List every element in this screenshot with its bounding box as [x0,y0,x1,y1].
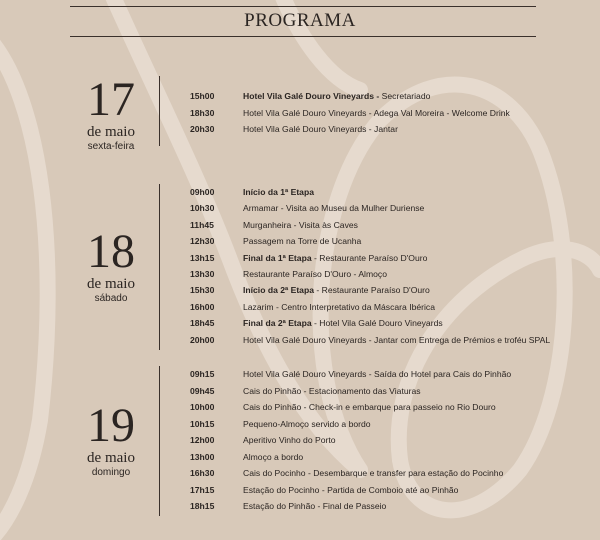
event-time: 12h30 [190,236,215,247]
event-text: Cais do Pinhão - Estacionamento das Viaturas [243,385,421,396]
event-time: 20h30 [190,124,215,134]
event-text: Cais do Pocinho - Desembarque e transfer para estação do Pocinho [243,468,504,478]
day-divider [159,76,160,146]
event-text: Almoço a bordo [243,451,304,462]
event-text: Secretariado [379,91,431,101]
header-bottom-rule [70,36,536,37]
event-time: 13h30 [190,269,215,279]
event-description [243,203,424,213]
event-time: 18h30 [190,107,215,118]
event-time: 12h00 [190,435,215,445]
event-description [243,485,458,495]
event-time: 09h45 [190,385,215,396]
event-highlight: Final da 1ª Etapa [243,252,312,263]
event-time: 18h15 [190,501,215,511]
event-time: 11h45 [190,219,214,230]
event-text: Pequeno-Almoço servido a bordo [243,418,371,429]
event-description [243,468,503,478]
event-text: Lazarim - Centro Interpretativo da Máscara Ibérica [243,301,436,312]
event-description [243,269,387,279]
event-description [243,236,361,246]
event-description [243,435,336,445]
event-time: 15h30 [190,285,215,296]
event-description [243,335,550,345]
event-text: Estação do Pocinho - Partida de Comboio até ao Pinhão [243,484,459,495]
event-highlight: Hotel Vila Galé Douro Vineyards - [243,91,380,101]
event-text: - Hotel Vila Galé Douro Vineyards [311,318,443,329]
event-time: 10h30 [190,203,215,214]
day-month: de maio [87,124,135,140]
event-time: 10h00 [190,402,215,412]
event-text: Hotel Vila Galé Douro Vineyards - Adega Val Moreira - Welcome Drink [243,107,510,118]
event-description [243,369,511,379]
event-time: 15h00 [190,91,215,101]
event-text: Passagem na Torre de Ucanha [243,236,362,247]
day-month: de maio [87,450,135,466]
event-text: - Restaurante Paraíso D'Ouro [314,285,430,296]
day-block-18 [70,225,152,305]
event-text: Hotel Vila Galé Douro Vineyards - Saída do Hotel para Cais do Pinhão [243,369,512,379]
day-weekday: domingo [91,467,131,478]
event-description [243,386,421,396]
event-highlight: Final da 2ª Etapa [243,318,312,329]
event-time: 13h15 [190,252,215,263]
event-text: - Restaurante Paraíso D'Ouro [311,252,428,263]
event-description [243,452,303,462]
day-block-19 [70,399,152,479]
event-text: Murganheira - Visita às Caves [243,219,358,230]
event-description [243,501,386,511]
event-description [243,220,358,230]
event-description [243,285,430,295]
header-top-rule [70,6,536,7]
event-highlight: Início da 2ª Etapa [243,285,314,296]
event-description [243,402,496,412]
event-text: Estação do Pinhão - Final de Passeio [243,501,387,511]
event-text: Hotel Vila Galé Douro Vineyards - Jantar [243,124,398,134]
day-number: 19 [87,399,135,452]
event-text: Cais do Pinhão - Check-in e embarque para passeio no Rio Douro [243,402,496,412]
event-description [243,108,510,118]
day-divider [159,184,160,350]
day-divider [159,366,160,516]
event-text: Hotel Vila Galé Douro Vineyards - Jantar com Entrega de Prémios e troféu SPAL [243,334,551,345]
event-time: 18h45 [190,318,215,329]
day-number: 18 [87,225,135,278]
event-time: 16h00 [190,301,215,312]
event-text: Restaurante Paraíso D'Ouro - Almoço [243,269,387,279]
event-description [243,419,371,429]
day-block-17 [70,73,152,153]
event-highlight: Início da 1ª Etapa [243,187,314,197]
event-description [243,318,443,328]
event-description [243,187,314,197]
event-description [243,302,435,312]
day-weekday: sábado [94,293,128,304]
event-time: 09h00 [190,187,215,197]
day-weekday: sexta-feira [87,141,135,152]
event-description [243,253,427,263]
event-time: 16h30 [190,468,215,478]
event-time: 20h00 [190,334,215,345]
event-description [243,91,430,101]
day-month: de maio [87,276,135,292]
event-time: 17h15 [190,484,215,495]
day-number: 17 [87,73,135,126]
event-time: 10h15 [190,418,215,429]
event-time: 13h00 [190,451,215,462]
page-title: PROGRAMA [244,10,356,31]
event-time: 09h15 [190,369,215,379]
event-text: Aperitivo Vinho do Porto [243,435,336,445]
event-text: Armamar - Visita ao Museu da Mulher Duriense [243,203,425,214]
event-description [243,124,398,134]
